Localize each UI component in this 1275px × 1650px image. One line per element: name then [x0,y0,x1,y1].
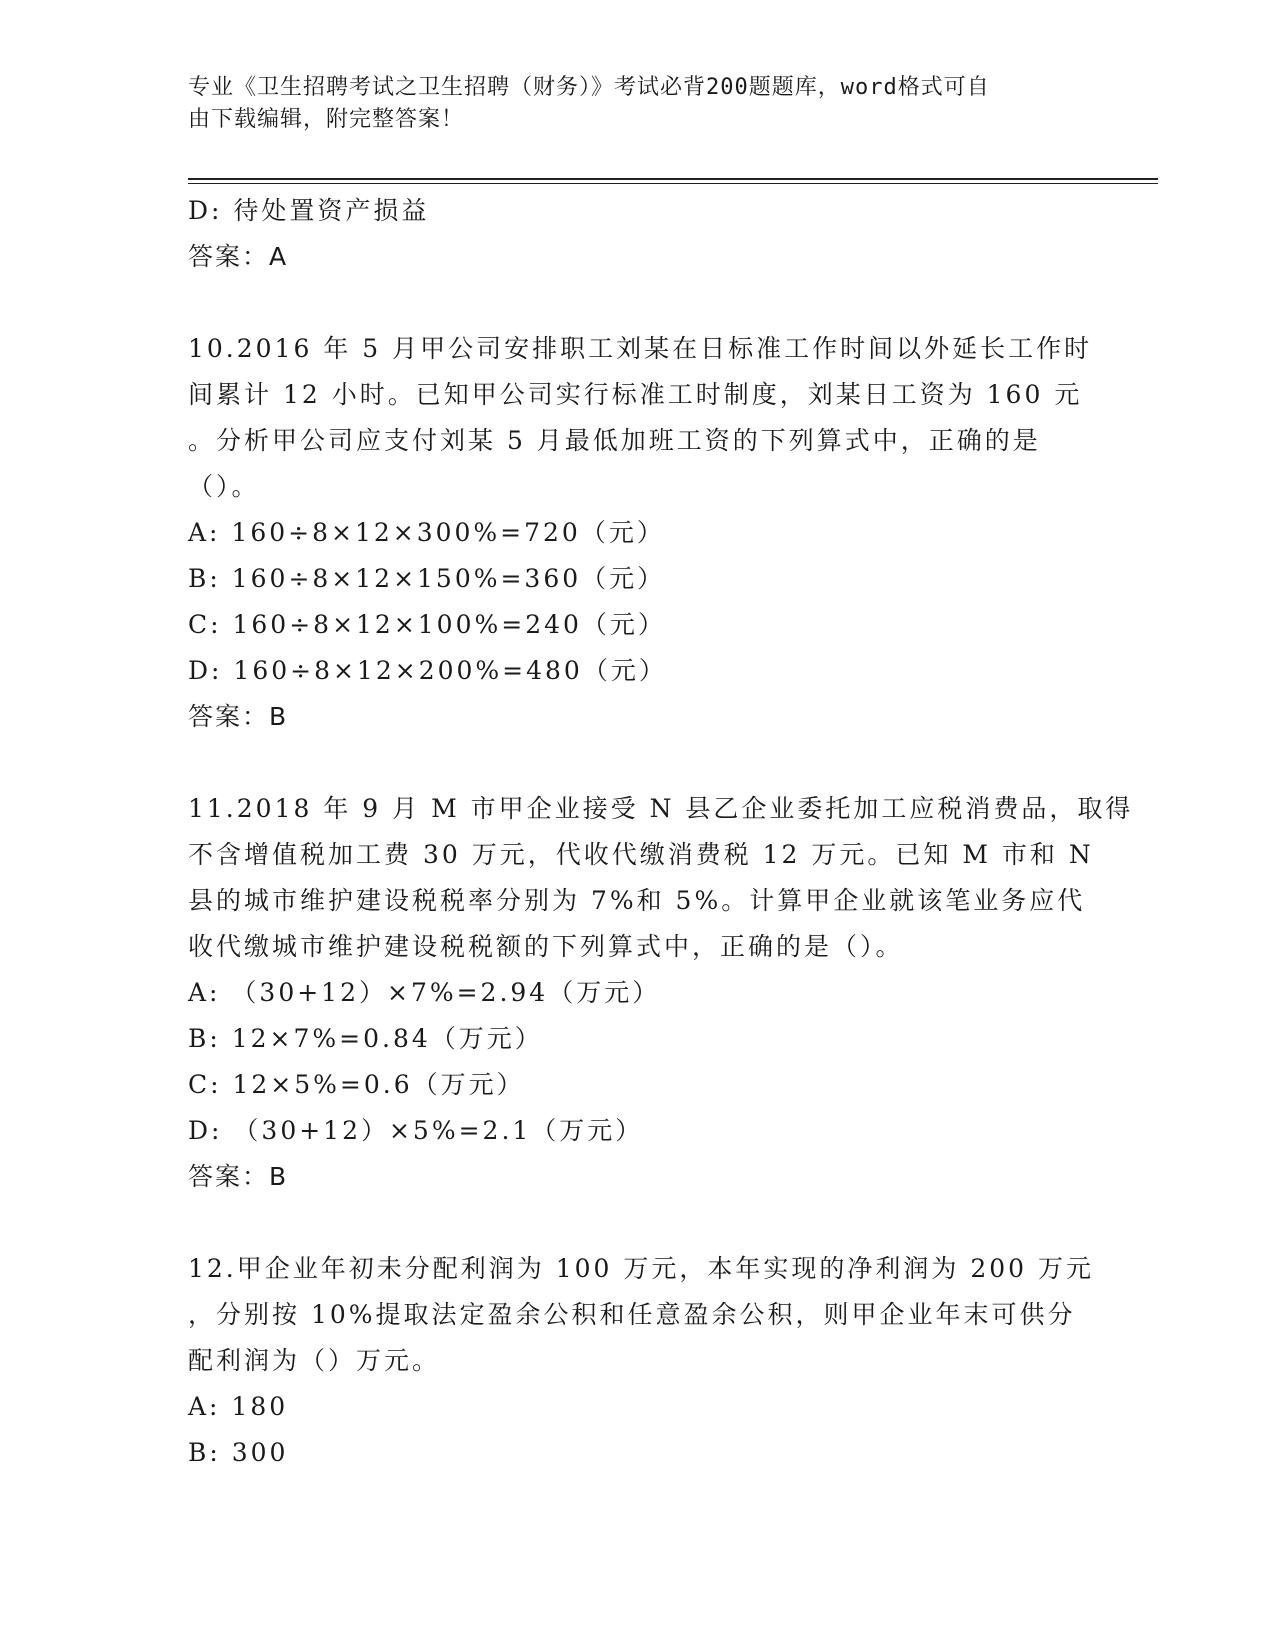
option-b: B: 300 [188,1438,289,1467]
question-stem-line: 12.甲企业年初未分配利润为 100 万元，本年实现的净利润为 200 万元 [188,1254,1094,1283]
question-stem-line: 县的城市维护建设税税率分别为 7%和 5%。计算甲企业就该笔业务应代 [188,886,1086,915]
question-stem-line: 收代缴城市维护建设税税额的下列算式中，正确的是（）。 [188,932,904,961]
answer: 答案：B [188,702,289,731]
document-body [188,188,1134,1476]
question-10 [188,326,1093,740]
previous-question-tail [188,188,1088,280]
header-rule-thick [188,178,1158,180]
header-line-2: 由下载编辑，附完整答案！ [188,107,465,132]
option-b: B: 12×7%=0.84（万元） [188,1024,543,1053]
answer: 答案：B [188,1162,289,1191]
header-line-1: 专业《卫生招聘考试之卫生招聘（财务）》考试必背200题题库，word格式可自 [188,75,990,100]
question-stem-line: 不含增值税加工费 30 万元，代收代缴消费税 12 万元。已知 M 市和 N [188,840,1094,869]
question-stem-line: ，分别按 10%提取法定盈余公积和任意盈余公积，则甲企业年末可供分 [188,1300,1076,1329]
question-11 [188,786,1134,1200]
question-stem-line: 配利润为（）万元。 [188,1346,441,1375]
option-d: D: （30+12）×5%=2.1（万元） [188,1116,644,1145]
question-stem-line: （）。 [188,472,260,501]
header-rule-thin [188,183,1158,184]
option-a: A: 180 [188,1392,289,1421]
answer: 答案：A [188,242,289,271]
option-a: A: （30+12）×7%=2.94（万元） [188,978,661,1007]
question-stem-line: 间累计 12 小时。已知甲公司实行标准工时制度，刘某日工资为 160 元 [188,380,1083,409]
option-c: C: 160÷8×12×100%=240（元） [188,610,666,639]
question-stem-line: 11.2018 年 9 月 M 市甲企业接受 N 县乙企业委托加工应税消费品，取得 [188,794,1134,823]
option-d: D: 160÷8×12×200%=480（元） [188,656,667,685]
question-12 [188,1246,1094,1476]
option-d: D: 待处置资产损益 [188,196,430,225]
option-b: B: 160÷8×12×150%=360（元） [188,564,666,593]
question-stem-line: 10.2016 年 5 月甲公司安排职工刘某在日标准工作时间以外延长工作时 [188,334,1093,363]
document-header [188,72,1088,136]
option-a: A: 160÷8×12×300%=720（元） [188,518,665,547]
question-stem-line: 。分析甲公司应支付刘某 5 月最低加班工资的下列算式中，正确的是 [188,426,1041,455]
option-c: C: 12×5%=0.6（万元） [188,1070,525,1099]
